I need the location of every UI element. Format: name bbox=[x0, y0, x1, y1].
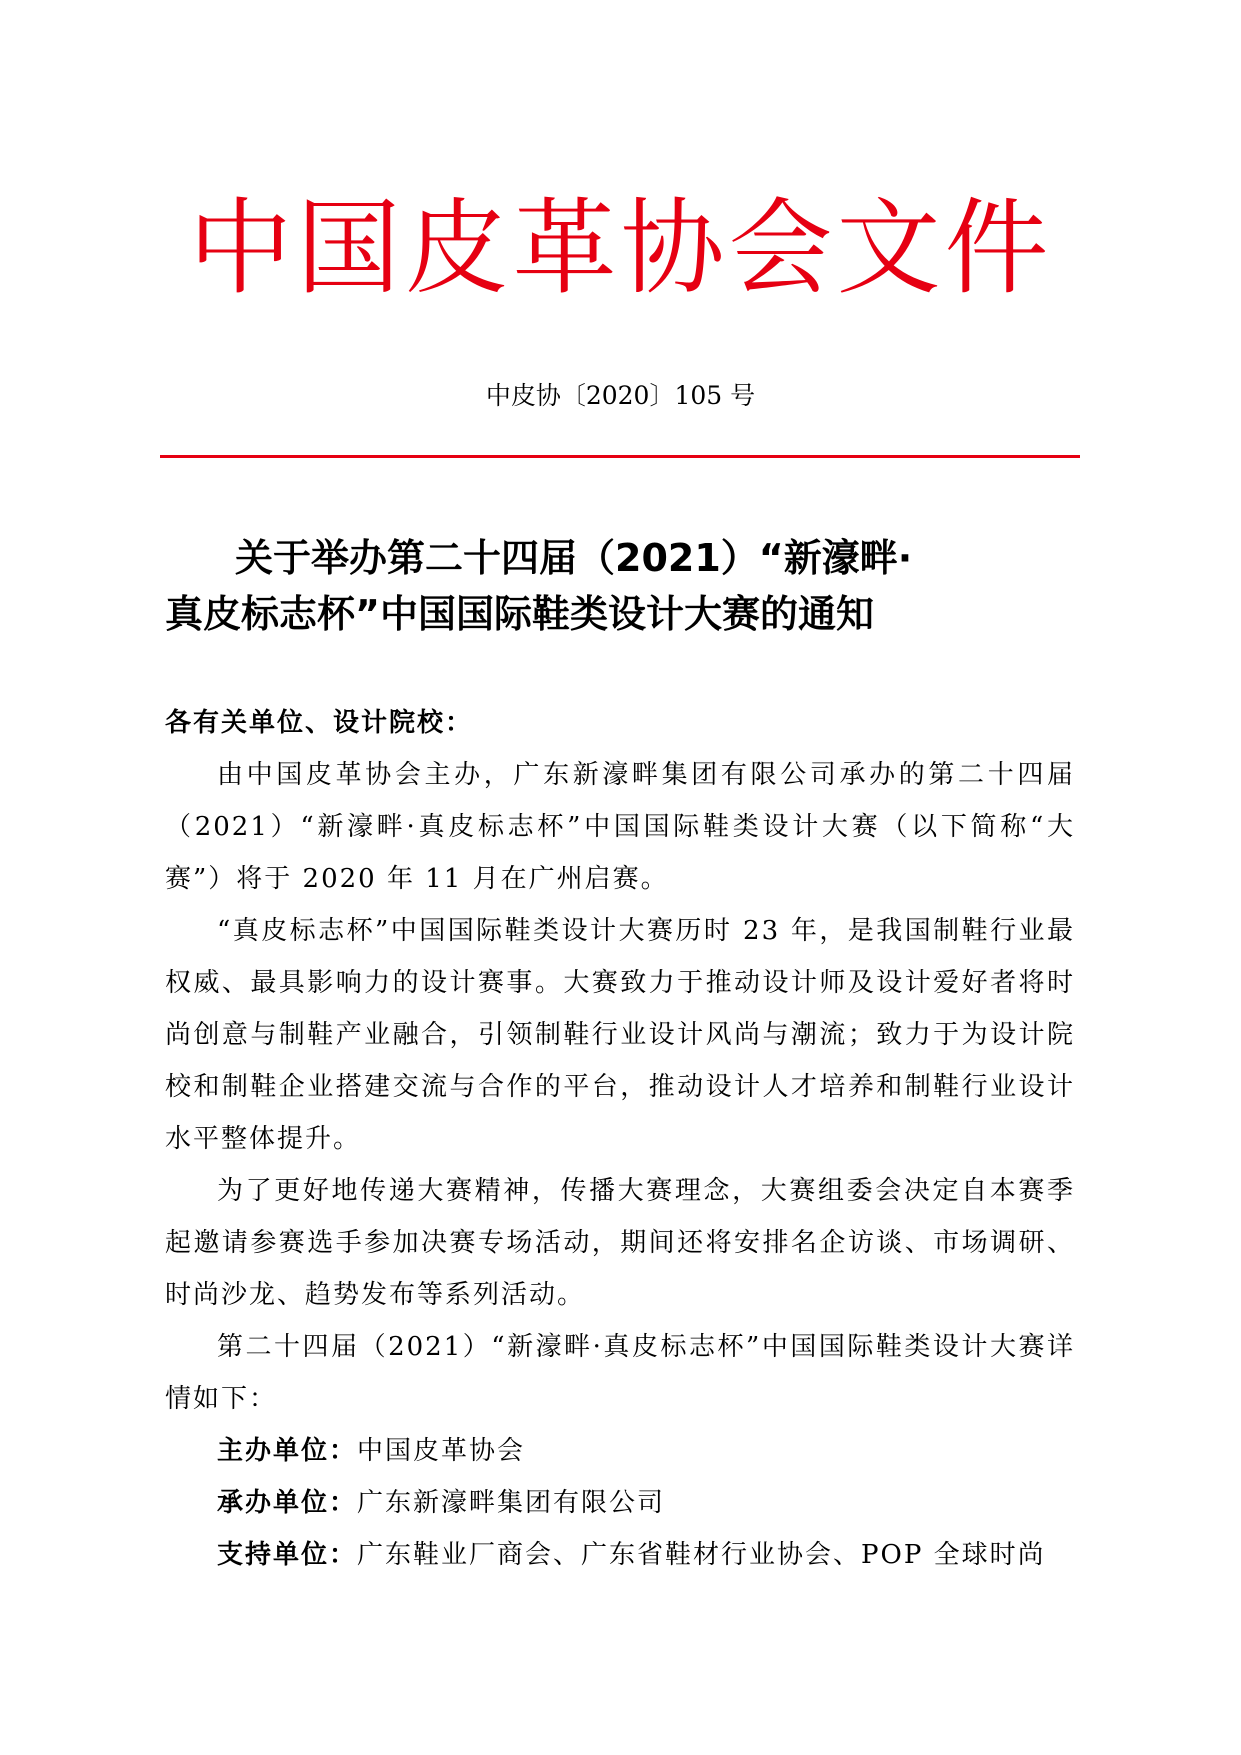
info-label: 支持单位： bbox=[217, 1540, 358, 1570]
document-number: 中皮协〔2020〕105 号 bbox=[485, 381, 756, 410]
paragraph-1: 由中国皮革协会主办，广东新濠畔集团有限公司承办的第二十四届（2021）“新濠畔·真皮标志杯”中国国际鞋类设计大赛（以下简称“大赛”）将于 2020 年 11 月在广州启赛。 bbox=[165, 760, 1075, 894]
notice-title-line-2: 真皮标志杯”中国国际鞋类设计大赛的通知 bbox=[165, 592, 874, 636]
notice-title bbox=[165, 530, 1085, 642]
info-label: 承办单位： bbox=[217, 1488, 358, 1518]
info-organizer bbox=[165, 1425, 1075, 1477]
info-value: 广东新濠畔集团有限公司 bbox=[357, 1488, 666, 1518]
info-value: 广东鞋业厂商会、广东省鞋材行业协会、POP 全球时尚 bbox=[357, 1540, 1046, 1570]
red-divider bbox=[160, 455, 1080, 458]
info-host bbox=[165, 1477, 1075, 1529]
info-label: 主办单位： bbox=[217, 1436, 358, 1466]
notice-body bbox=[165, 697, 1075, 1581]
paragraph-3: 为了更好地传递大赛精神，传播大赛理念，大赛组委会决定自本赛季起邀请参赛选手参加决赛专场活动，期间还将安排名企访谈、市场调研、时尚沙龙、趋势发布等系列活动。 bbox=[165, 1176, 1075, 1310]
paragraph-2: “真皮标志杯”中国国际鞋类设计大赛历时 23 年，是我国制鞋行业最权威、最具影响力的设计赛事。大赛致力于推动设计师及设计爱好者将时尚创意与制鞋产业融合，引领制鞋行业设计风尚与潮流；致力于为设计院校和制鞋企业搭建交流与合作的平台，推动设计人才培养和制鞋行业设计水平整体提升。 bbox=[165, 916, 1075, 1154]
salutation: 各有关单位、设计院校： bbox=[165, 708, 474, 738]
notice-title-line-1: 关于举办第二十四届（2021）“新濠畔· bbox=[235, 536, 913, 580]
masthead-title: 中国皮革协会文件 bbox=[188, 187, 1053, 309]
info-value: 中国皮革协会 bbox=[357, 1436, 526, 1466]
info-supporters bbox=[165, 1529, 1075, 1581]
paragraph-4: 第二十四届（2021）“新濠畔·真皮标志杯”中国国际鞋类设计大赛详情如下： bbox=[165, 1332, 1075, 1414]
